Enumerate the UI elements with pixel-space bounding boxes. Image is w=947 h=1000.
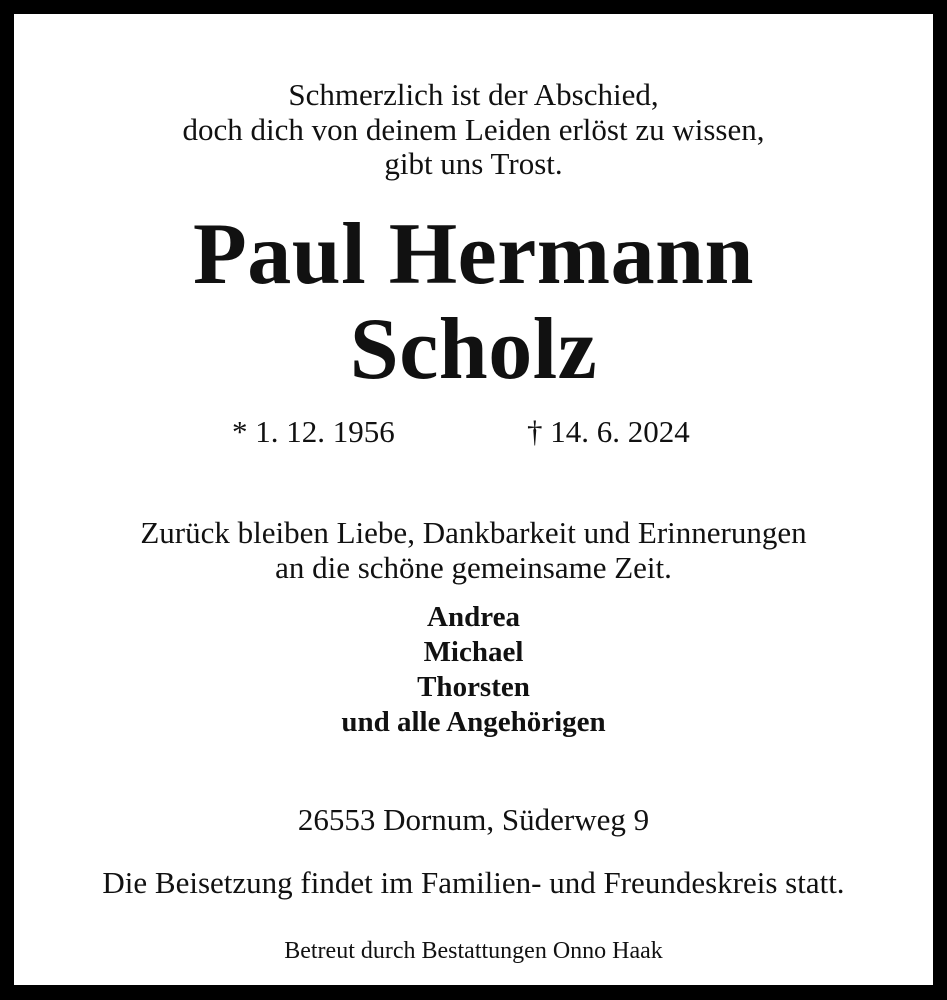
intro-line: gibt uns Trost. <box>384 146 563 181</box>
mourner: Andrea <box>427 601 520 633</box>
undertaker: Betreut durch Bestattungen Onno Haak <box>284 938 663 964</box>
deceased-first-names: Paul Hermann <box>193 206 754 303</box>
mourner: und alle Angehörigen <box>341 706 606 738</box>
intro-line: Schmerzlich ist der Abschied, <box>288 77 659 112</box>
intro-line: doch dich von deinem Leiden erlöst zu wissen, <box>182 112 765 147</box>
death-date: † 14. 6. 2024 <box>527 414 690 449</box>
deceased-last-name: Scholz <box>349 301 598 398</box>
birth-date: * 1. 12. 1956 <box>232 414 395 449</box>
mourner: Michael <box>423 636 524 668</box>
mourner: Thorsten <box>417 671 530 703</box>
remembrance-line: Zurück bleiben Liebe, Dankbarkeit und Erinnerungen <box>140 515 807 550</box>
address: 26553 Dornum, Süderweg 9 <box>297 802 650 837</box>
remembrance-line: an die schöne gemeinsame Zeit. <box>275 550 672 585</box>
funeral-note: Die Beisetzung findet im Familien- und Freundeskreis statt. <box>102 865 845 900</box>
